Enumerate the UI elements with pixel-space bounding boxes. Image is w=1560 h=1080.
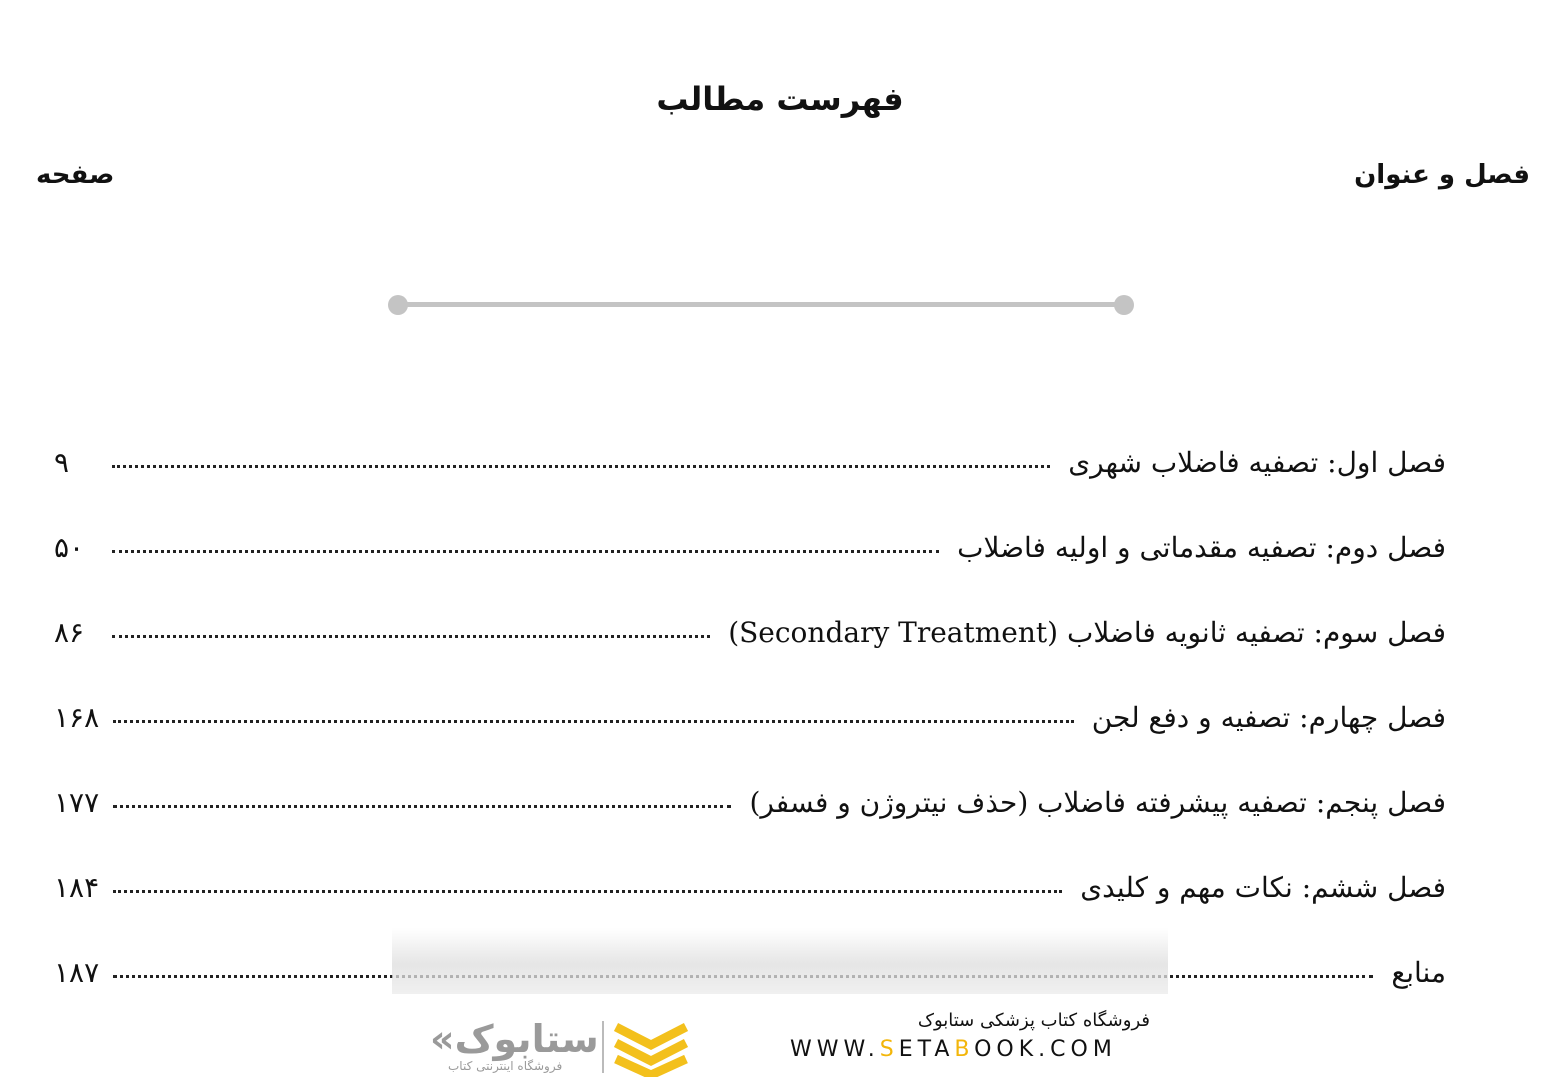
toc-leader-dots	[112, 463, 1050, 468]
toc-entry-title: فصل سوم: تصفیه ثانویه فاضلاب (Secondary Treatment)	[728, 616, 1446, 649]
toc-entry-page: ۸۶	[54, 616, 85, 649]
toc-entry-page: ۱۸۷	[54, 956, 100, 989]
toc-entry[interactable]	[54, 780, 1446, 865]
brand-tagline: فروشگاه اینترنتی کتاب	[448, 1059, 563, 1073]
toc-entry[interactable]	[54, 525, 1446, 610]
toc-entry-title: فصل دوم: تصفیه مقدماتی و اولیه فاضلاب	[957, 531, 1446, 564]
toc-entry-title: فصل چهارم: تصفیه و دفع لجن	[1091, 701, 1446, 734]
page-title: فهرست مطالب	[656, 80, 904, 118]
divider-dot-left	[388, 295, 408, 315]
toc-entry[interactable]	[54, 440, 1446, 525]
footer-fade-band	[392, 928, 1168, 994]
toc-entry-title: فصل اول: تصفیه فاضلاب شهری	[1068, 446, 1446, 479]
toc-entry-page: ۵۰	[54, 531, 85, 564]
stacked-chevrons-icon	[612, 1019, 690, 1077]
ornamental-divider	[398, 302, 1124, 307]
toc-entry[interactable]	[54, 695, 1446, 780]
toc-entry-title: فصل پنجم: تصفیه پیشرفته فاضلاب (حذف نیتروژن و فسفر)	[749, 786, 1446, 819]
store-name: فروشگاه کتاب پزشکی ستابوک	[917, 1010, 1150, 1031]
brand-wordmark: «ستابوک	[430, 1017, 599, 1061]
divider-dot-right	[1114, 295, 1134, 315]
toc-entry-page: ۱۷۷	[54, 786, 100, 819]
toc-leader-dots	[112, 633, 710, 638]
toc-leader-dots	[112, 548, 939, 553]
toc-entry-title: فصل ششم: نکات مهم و کلیدی	[1080, 871, 1446, 904]
toc-leader-dots	[113, 803, 731, 808]
toc-entry[interactable]	[54, 610, 1446, 695]
toc-entry-page: ۱۶۸	[54, 701, 100, 734]
header-page: صفحه	[36, 160, 115, 190]
toc-leader-dots	[113, 718, 1074, 723]
footer-brand	[430, 1015, 700, 1079]
store-url[interactable]: WWW.SETABOOK.COM	[790, 1037, 1117, 1062]
toc-entry-title: منابع	[1391, 956, 1446, 989]
brand-separator	[602, 1021, 604, 1073]
toc-entry-page: ۹	[54, 446, 70, 479]
toc-leader-dots	[113, 888, 1062, 893]
header-chapter-title: فصل و عنوان	[1354, 160, 1530, 190]
toc-entry-page: ۱۸۴	[54, 871, 100, 904]
footer-store	[790, 1010, 1160, 1062]
